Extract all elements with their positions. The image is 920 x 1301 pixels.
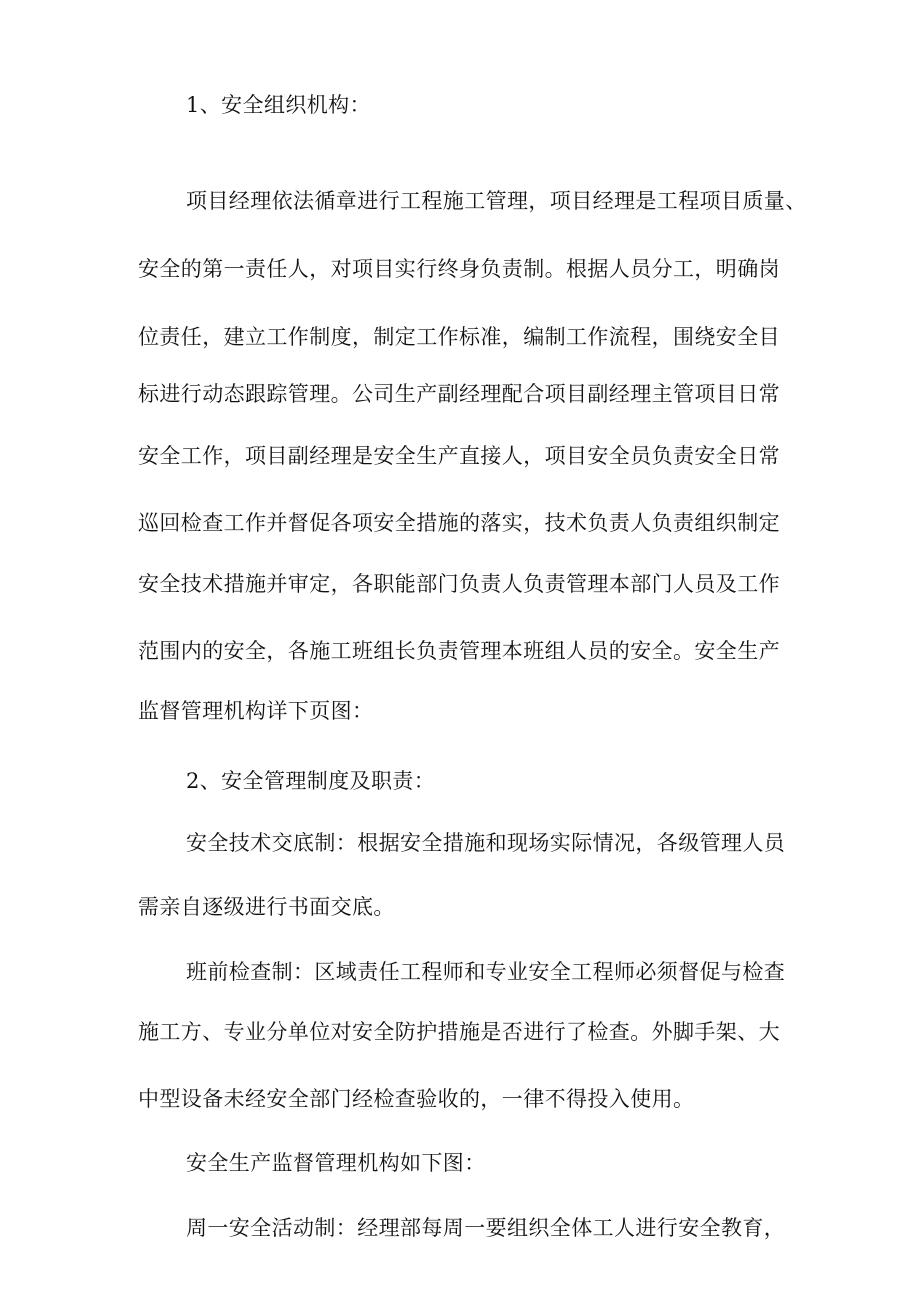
paragraph-line: 班前检查制：区域责任工程师和专业安全工程师必须督促与检查 [186, 960, 786, 984]
paragraph-org-chart-note: 安全生产监督管理机构如下图： [186, 1151, 486, 1175]
paragraph-line: 安全的第一责任人，对项目实行终身负责制。根据人员分工，明确岗 [138, 257, 780, 281]
paragraph-line: 位责任，建立工作制度，制定工作标准，编制工作流程，围绕安全目 [138, 325, 780, 349]
paragraph-line: 安全工作，项目副经理是安全生产直接人，项目安全员负责安全日常 [138, 444, 780, 468]
section-heading-2: 2、安全管理制度及职责： [186, 769, 436, 793]
paragraph-line: 项目经理依法循章进行工程施工管理，项目经理是工程项目质量、 [186, 189, 807, 213]
paragraph-line: 巡回检查工作并督促各项安全措施的落实，技术负责人负责组织制定 [138, 511, 780, 535]
paragraph-line: 安全技术措施并审定，各职能部门负责人负责管理本部门人员及工作 [138, 572, 780, 596]
paragraph-monday-activity: 周一安全活动制：经理部每周一要组织全体工人进行安全教育， [186, 1216, 786, 1240]
section-heading-1: 1、安全组织机构： [186, 93, 371, 117]
paragraph-line: 需亲自逐级进行书面交底。 [138, 895, 395, 919]
paragraph-line: 监督管理机构详下页图： [138, 699, 374, 723]
paragraph-line: 范围内的安全，各施工班组长负责管理本班组人员的安全。安全生产 [138, 639, 780, 663]
paragraph-line: 安全技术交底制：根据安全措施和现场实际情况，各级管理人员 [186, 831, 786, 855]
paragraph-line: 中型设备未经安全部门经检查验收的，一律不得投入使用。 [138, 1087, 695, 1111]
paragraph-line: 标进行动态跟踪管理。公司生产副经理配合项目副经理主管项目日常 [138, 382, 780, 406]
paragraph-line: 施工方、专业分单位对安全防护措施是否进行了检查。外脚手架、大 [138, 1020, 780, 1044]
